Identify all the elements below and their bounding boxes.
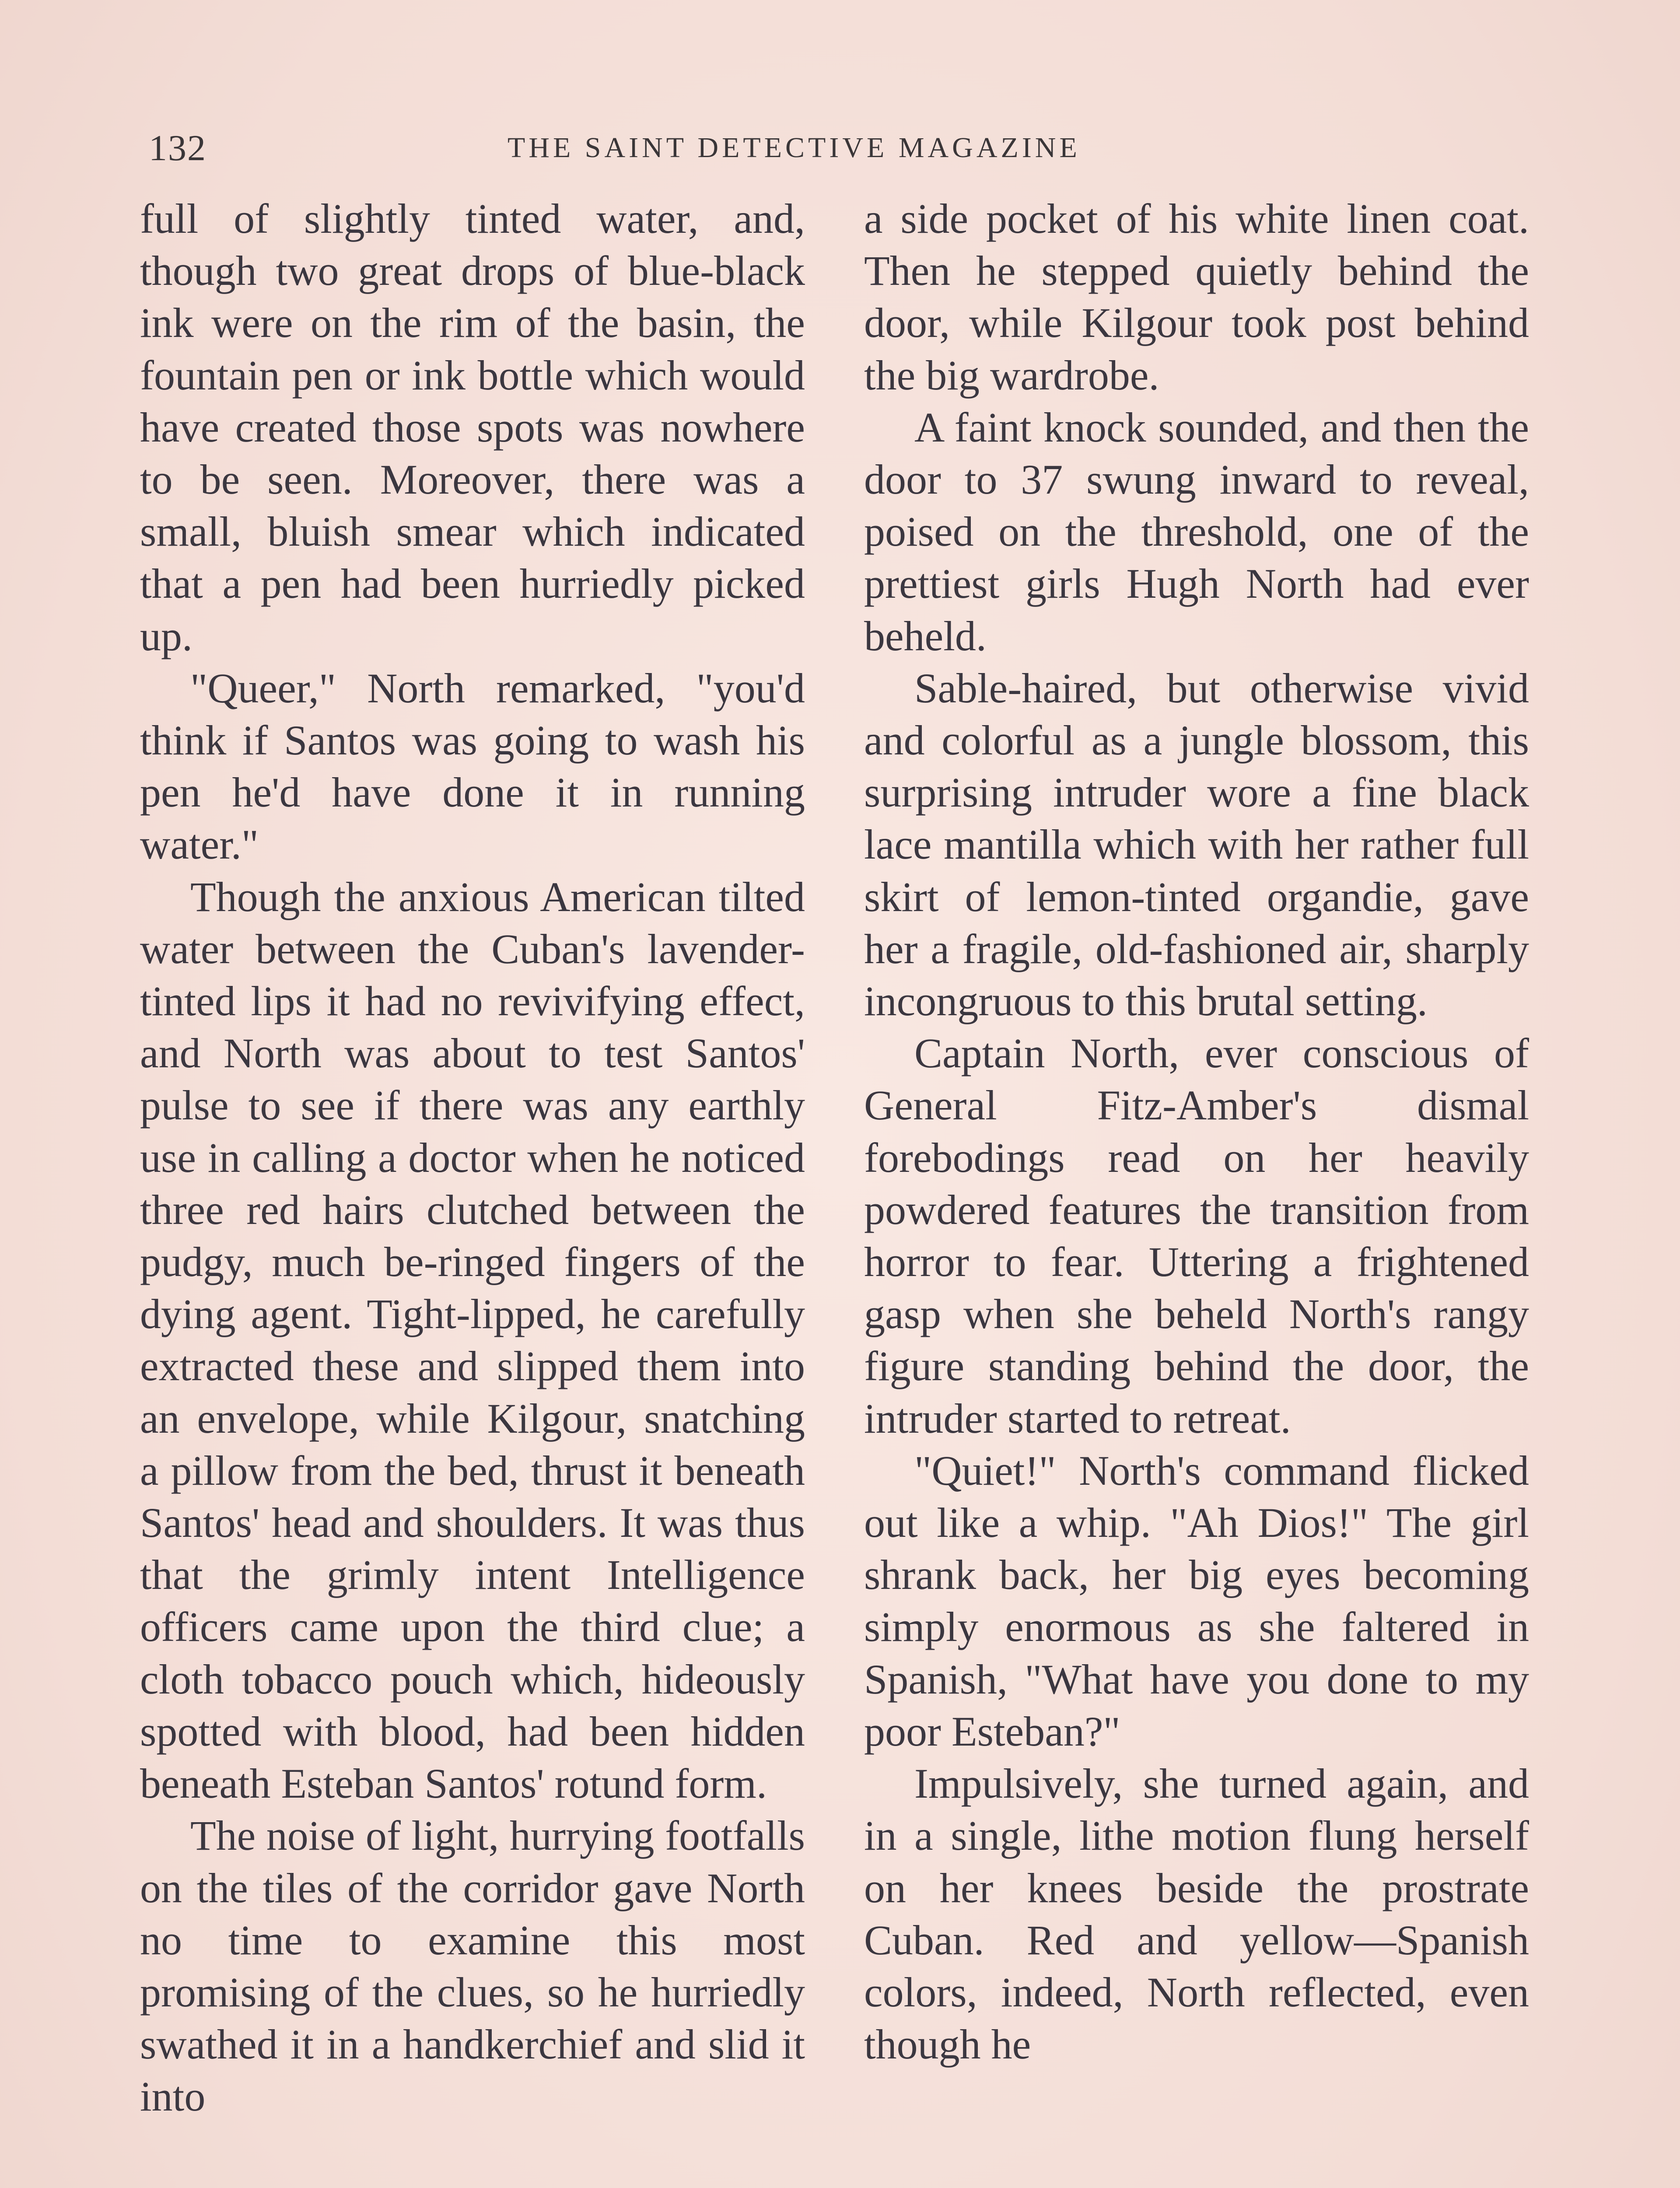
running-title: THE SAINT DETECTIVE MAGAZINE	[508, 132, 1081, 164]
paragraph: The noise of light, hurrying footfalls on the tiles of the corridor gave North no time to examine this most promising of the clues, so he hurriedly swathed it in a handkerchief and slid it into	[140, 1812, 805, 2120]
paragraph: Sable-haired, but otherwise vivid and colorful as a jungle blossom, this surprising intruder wore a fine black lace mantilla which with her rather full skirt of lemon-tinted organdie, gave her a fragile, old-fashioned air, sharply incongruous to this brutal setting.	[864, 664, 1529, 1025]
page-header	[149, 127, 1531, 179]
paragraph: A faint knock sounded, and then the door to 37 swung inward to reveal, poised on the threshold, one of the prettiest girls Hugh North had ever beheld.	[864, 403, 1529, 659]
paragraph: full of slightly tinted water, and, though two great drops of blue-black ink were on the rim of the basin, the fountain pen or ink bottle which would have created those spots was nowhere to be seen. Moreover, there was a small, bluish smear which indicated that a pen had been hurriedly picked up.	[140, 195, 805, 659]
paragraph: "Quiet!" North's command flicked out like a whip. "Ah Dios!" The girl shrank back, her big eyes becoming simply enormous as she faltered in Spanish, "What have you done to my poor Esteban?"	[864, 1447, 1529, 1755]
right-column	[864, 193, 1529, 2070]
paragraph: Though the anxious American tilted water between the Cuban's lavender-tinted lips it had no revivifying effect, and North was about to test Santos' pulse to see if there was any earthly use in calling a doctor when he noticed three red hairs clutched between the pudgy, much be-ringed fingers of the dying agent. Tight-lipped, he carefully extracted these and slipped them into an envelope, while Kilgour, snatching a pillow from the bed, thrust it beneath Santos' head and shoulders. It was thus that the grimly intent Intelligence officers came upon the third clue; a cloth tobacco pouch which, hideously spotted with blood, had been hidden beneath Esteban Santos' rotund form.	[140, 873, 805, 1807]
paragraph: a side pocket of his white linen coat. Then he stepped quietly behind the door, while Kilgour took post behind the big wardrobe.	[864, 195, 1529, 399]
left-column	[140, 193, 805, 2123]
paragraph: "Queer," North remarked, "you'd think if Santos was going to wash his pen he'd have done it in running water."	[140, 664, 805, 868]
paragraph: Impulsively, she turned again, and in a single, lithe motion flung herself on her knees beside the prostrate Cuban. Red and yellow—Spanish colors, indeed, North reflected, even though he	[864, 1760, 1529, 2068]
paragraph: Captain North, ever conscious of General Fitz-Amber's dismal forebodings read on her heavily powdered features the transition from horror to fear. Uttering a frightened gasp when she beheld North's rangy figure standing behind the door, the intruder started to retreat.	[864, 1030, 1529, 1442]
page-number: 132	[149, 128, 206, 168]
